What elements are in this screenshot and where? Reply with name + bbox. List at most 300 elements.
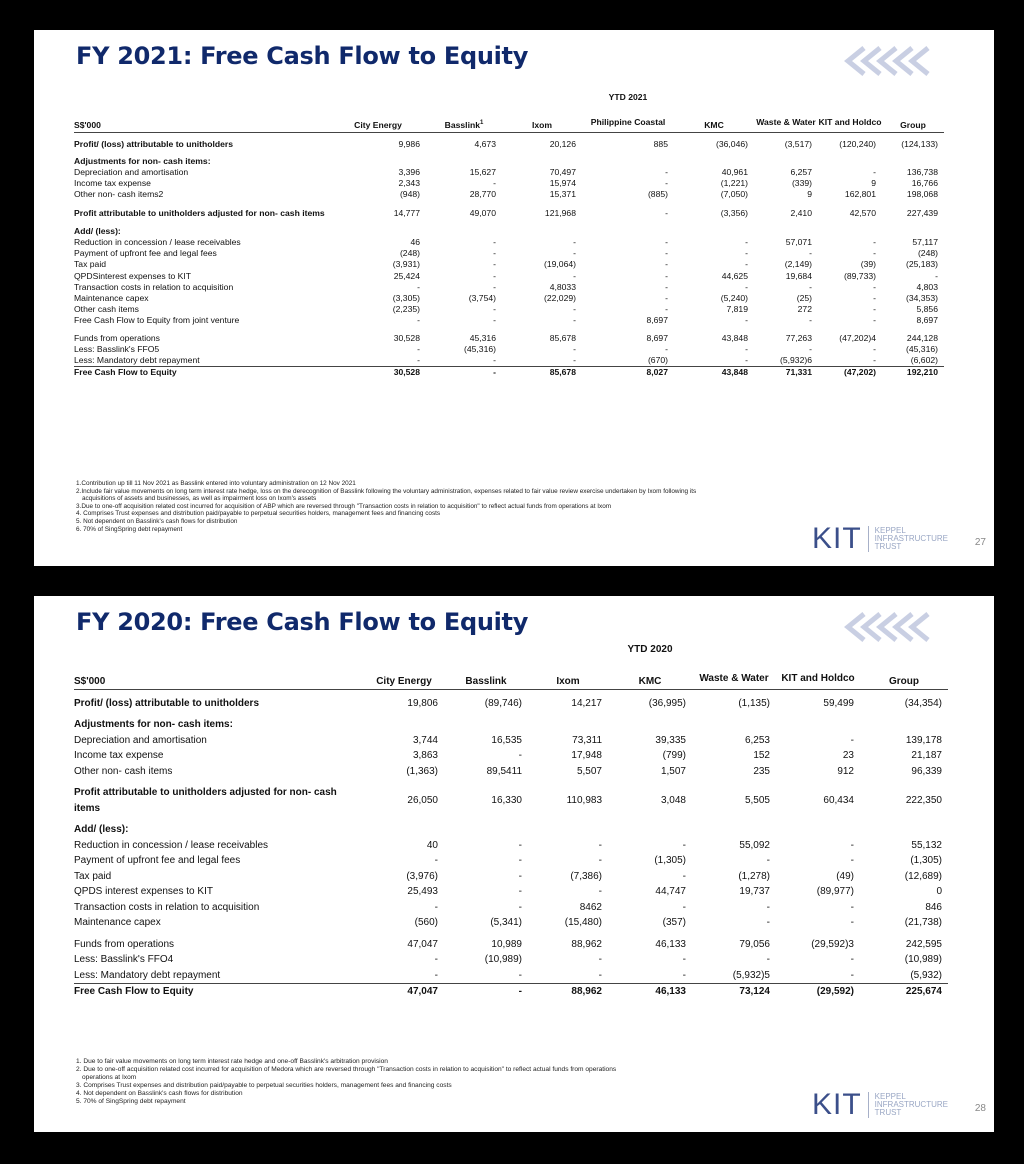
table-cell: (3,754) [468,293,496,304]
table-cell: - [665,259,668,270]
row-label: Maintenance capex [74,293,149,304]
table-cell: - [573,343,576,354]
table-cell: - [598,969,602,981]
table-cell [692,717,776,733]
table-cell: 16,330 [491,794,522,806]
row-label: Reduction in concession / lease receivables [74,237,241,248]
table-cell: (3,976) [406,870,438,882]
table-cell: 1,507 [660,765,686,777]
table-cell [882,156,944,167]
row-label: Profit attributable to unitholders adjusted for non- cash items [74,787,337,814]
period-label: YTD 2020 [627,644,673,655]
table-cell: 4,673 [474,138,496,149]
table-row [74,293,944,304]
table-cell [776,717,860,733]
table-row [74,139,944,150]
table-row [74,884,948,900]
table-cell: 47,047 [364,984,444,1000]
table-cell: 85,678 [502,367,582,379]
table-cell: (248) [399,248,420,259]
row-label: Tax paid [74,870,112,882]
table-cell: - [682,954,686,965]
table-cell: (3,931) [392,259,420,270]
col-header: City Energy [364,655,444,689]
table-cell: (19,064) [543,259,576,270]
table-cell [882,226,944,237]
col-header: Waste & Water [692,655,776,689]
chevrons-left-icon [834,44,944,78]
table-cell: 16,535 [491,734,522,746]
table-cell: 25,424 [393,270,420,281]
table-cell: - [573,304,576,315]
row-label: Add/ (less): [74,225,121,236]
table-cell: (6,602) [910,355,938,366]
table-cell: 20,126 [549,138,576,149]
row-label: Free Cash Flow to Equity [74,367,330,379]
table-cell: 235 [753,765,770,777]
table-cell: 44,625 [721,270,748,281]
table-cell: (89,746) [484,697,522,709]
table-cell: - [665,293,668,304]
table-cell: (7,050) [720,189,748,200]
row-label: Maintenance capex [74,917,161,928]
table-cell: 19,684 [785,270,812,281]
table-cell: (670) [647,355,668,366]
table-row [74,167,944,178]
table-cell: 4,803 [916,281,938,292]
table-row [74,822,948,838]
row-label: Adjustments for non- cash items: [74,719,233,730]
table-row [74,968,948,984]
table-cell: (21,738) [904,917,942,928]
row-label: Income tax expense [74,750,164,761]
slide-fy2021 [34,30,994,566]
table-row [74,226,944,237]
table-cell: (120,240) [839,138,876,149]
table-row [74,764,948,780]
col-header: Basslink [444,655,528,689]
col-header: KIT and Holdco [776,655,860,689]
table-cell: 3,744 [412,734,438,746]
table-cell: 225,674 [860,984,948,1000]
table-cell: (29,592)3 [811,938,854,950]
table-cell: 846 [925,901,942,913]
table-cell: - [665,166,668,177]
table-cell: - [850,839,854,851]
table-cell [582,226,674,237]
table-cell: 4,8033 [549,281,576,292]
table-cell: - [745,259,748,270]
table-row [74,900,948,916]
table-row [74,853,948,869]
col-header: Basslink$^1$ [426,102,502,132]
table-cell [364,822,444,838]
table-cell: (36,995) [648,697,686,709]
table-cell: 96,339 [911,765,942,777]
row-label: Profit/ (loss) attributable to unitholders [74,138,233,149]
table-cell: - [417,315,420,326]
row-label: Adjustments for non- cash items: [74,155,211,166]
fcfe-table-2021 [74,92,944,378]
table-cell: - [665,304,668,315]
table-cell: 60,434 [823,794,854,806]
table-cell [364,717,444,733]
footnote: 3.Due to one-off acquisition related cost incurred for acquisition of ABP which are reversed through "Transaction costs in relation to acquisition" to reflect actual funds from operations at Ixom [76,502,612,510]
table-cell: - [493,248,496,259]
table-cell: - [434,954,438,965]
table-cell: - [745,315,748,326]
table-cell: (3,305) [392,293,420,304]
footnote: 5. Not dependent on Basslink's cash flows for distribution [76,517,238,525]
table-row [74,984,948,1000]
table-cell: 15,974 [549,178,576,189]
row-label: QPDS interest expenses to KIT [74,886,213,897]
table-cell [330,226,426,237]
slide-title: FY 2021: Free Cash Flow to Equity [76,42,529,70]
table-row [74,333,944,344]
table-cell: 14,777 [393,207,420,218]
table-cell: - [873,355,876,366]
table-cell [426,226,502,237]
table-cell: 15,627 [469,166,496,177]
table-cell: - [598,855,602,866]
table-cell: (34,354) [904,697,942,709]
table-cell: 55,132 [911,839,942,851]
table-cell: - [417,343,420,354]
footnote: 2.Include fair value movements on long term interest rate hedge, loss on the derecognition of Basslink following the voluntary administration, expenses related to fair value review exercise undertaken by Ixom following its [76,487,697,495]
footnote: 1. Due to fair value movements on long term interest rate hedge and one-off Basslink's arbitration provision [76,1058,388,1065]
table-cell: (29,592) [776,984,860,1000]
table-cell: - [426,367,502,379]
table-cell: 19,806 [407,697,438,709]
table-cell: 23 [842,750,854,761]
table-cell: - [493,178,496,189]
row-label: Payment of upfront fee and legal fees [74,248,217,259]
table-row [74,717,948,733]
table-cell: 5,505 [744,794,770,806]
table-cell: 5,507 [576,765,602,777]
table-cell: - [850,954,854,965]
table-row [74,259,944,270]
table-cell: 15,371 [549,189,576,200]
table-cell [754,156,818,167]
table-cell [818,226,882,237]
table-cell: 10,989 [491,938,522,950]
row-label: Other non- cash items [74,765,173,777]
table-cell: - [573,355,576,366]
table-cell: (339) [791,178,812,189]
table-cell: - [573,315,576,326]
table-cell: - [665,237,668,248]
table-cell [426,156,502,167]
row-label: Depreciation and amortisation [74,734,207,746]
table-cell: (45,316) [905,343,938,354]
period-label: YTD 2021 [608,92,648,102]
table-cell: 88,962 [528,984,608,1000]
table-row [74,785,948,816]
table-cell: 7,819 [726,304,748,315]
table-cell: 152 [753,750,770,761]
table-cell: 30,528 [393,332,420,343]
chevrons-left-icon [834,610,944,644]
table-cell [528,717,608,733]
table-cell: - [745,343,748,354]
table-cell: - [682,969,686,981]
table-cell: - [417,355,420,366]
table-cell: 8,027 [582,367,674,379]
table-cell: - [598,954,602,965]
table-cell: 3,048 [660,794,686,806]
row-label: Funds from operations [74,938,175,950]
table-cell: 227,439 [906,207,938,218]
table-cell: 5,856 [916,304,938,315]
table-cell: 9,986 [398,138,420,149]
logo-mark: KIT [811,522,862,555]
table-cell [444,717,528,733]
table-cell: - [935,270,938,281]
table-cell: 198,068 [906,189,938,200]
table-cell: - [850,901,854,913]
footnotes [76,1058,616,1106]
table-cell [776,822,860,838]
table-cell: 192,210 [882,367,944,379]
page-number: 28 [974,1103,986,1114]
table-cell: - [417,281,420,292]
table-row [74,733,948,749]
col-header: KMC [608,655,692,689]
table-cell: 40 [426,839,438,851]
keppel-logo [812,524,948,554]
table-cell: 43,848 [674,367,754,379]
table-cell: 9 [871,178,876,189]
table-row [74,355,944,367]
table-cell: - [665,281,668,292]
table-row [74,178,944,189]
row-label: Transaction costs in relation to acquisition [74,281,234,292]
table-cell: - [518,839,522,851]
row-label: Less: Mandatory debt repayment [74,355,200,366]
table-cell: (89,733) [843,270,876,281]
table-cell [608,822,692,838]
table-cell: (47,202)4 [839,332,876,343]
table-cell: 40,961 [721,166,748,177]
table-cell: (12,689) [904,870,942,882]
table-cell: 57,071 [785,237,812,248]
table-cell: - [518,855,522,866]
table-cell: - [873,237,876,248]
currency-label: S$'000 [74,655,364,689]
table-cell: 6,253 [744,734,770,746]
table-cell: 26,050 [407,794,438,806]
table-cell: - [493,237,496,248]
footnote: 5. 70% of SingSpring debt repayment [76,1098,186,1105]
table-cell: 8,697 [646,315,668,326]
table-cell: 30,528 [330,367,426,379]
table-cell: - [493,270,496,281]
table-cell: (49) [836,870,854,882]
table-cell: (560) [414,917,438,928]
table-cell: (22,029) [543,293,576,304]
table-cell: - [809,315,812,326]
table-cell: - [518,901,522,913]
col-header: Group [860,655,948,689]
table-row [74,248,944,259]
col-header: Philippine Coastal [582,102,674,132]
table-cell: - [518,969,522,981]
footnote: 2. Due to one-off acquisition related cost incurred for acquisition of Medora which are reversed through "Transaction costs in relation to acquisition" to reflect actual funds from operations [76,1066,617,1073]
table-cell: 8,697 [646,332,668,343]
table-cell: 28,770 [469,189,496,200]
table-cell: (45,316) [463,343,496,354]
table-cell: 46 [410,237,420,248]
table-cell: - [682,839,686,851]
row-label: Funds from operations [74,332,160,343]
table-cell [330,156,426,167]
table-row [74,189,944,200]
table-cell: - [434,969,438,981]
row-label: Less: Basslink's FFO5 [74,343,160,354]
footnote: 4. Not dependent on Basslink's cash flows for distribution [76,1090,243,1097]
table-cell: 121,968 [544,207,576,218]
table-cell: - [745,281,748,292]
table-cell: 42,570 [849,207,876,218]
table-row [74,271,944,282]
table-cell: 136,738 [906,166,938,177]
table-cell [582,156,674,167]
col-header: City Energy [330,102,426,132]
table-cell: (7,386) [570,870,602,882]
table-row [74,282,944,293]
table-row [74,367,944,379]
table-cell: 47,047 [407,938,438,950]
table-row [74,696,948,712]
table-cell: - [873,315,876,326]
table-cell: 110,983 [566,794,602,806]
logo-text: KEPPEL INFRASTRUCTURE TRUST [874,1092,948,1117]
table-cell: 49,070 [469,207,496,218]
footnote: acquisitions of assets and businesses, as well as impairment loss on Ixom's assets [82,495,317,503]
row-label: QPDSinterest expenses to KIT [74,270,192,281]
table-cell: 45,316 [469,332,496,343]
logo-mark: KIT [811,1088,862,1121]
col-header: Waste & Water [754,102,818,132]
table-cell: - [518,870,522,882]
table-cell: 43,848 [721,332,748,343]
table-cell: (25,183) [905,259,938,270]
table-cell: - [745,237,748,248]
table-cell: 139,178 [905,734,942,746]
table-cell: - [665,248,668,259]
table-cell: (39) [860,259,876,270]
table-cell: (5,932)5 [732,969,770,981]
table-cell: - [598,886,602,897]
table-cell: - [665,343,668,354]
table-cell: 57,117 [912,237,938,248]
table-row [74,207,944,220]
row-label: Free Cash Flow to Equity from joint venture [74,315,240,326]
table-cell: (357) [662,917,686,928]
table-cell: 39,335 [655,734,686,746]
table-cell: - [809,281,812,292]
table-cell [818,156,882,167]
table-row [74,838,948,854]
table-cell: (1,221) [720,178,748,189]
table-cell: (5,341) [490,917,522,928]
table-cell: 162,801 [844,189,876,200]
table-cell: 89,5411 [486,765,522,777]
footnote: 6. 70% of SingSpring debt repayment [76,525,183,533]
table-cell: 55,092 [739,839,770,851]
table-cell [608,717,692,733]
table-cell: 16,766 [911,178,938,189]
table-cell: - [766,954,770,965]
table-cell: - [665,207,668,218]
table-cell: - [873,281,876,292]
table-cell: (1,363) [406,765,438,777]
table-cell: - [873,166,876,177]
table-cell: - [518,750,522,761]
table-cell: 71,331 [754,367,818,379]
footnote: 1.Contribution up till 11 Nov 2021 as Basslink entered into voluntary administration on 12 Nov 2021 [76,480,356,487]
table-cell: (248) [917,248,938,259]
table-cell: (1,135) [738,697,770,709]
table-cell: (885) [647,189,668,200]
footnote: 4. Comprises Trust expenses and distribution paid/payable to perpetual securities holders, management fees and financing costs [76,510,441,518]
table-cell: 912 [837,765,854,777]
keppel-logo [812,1090,948,1120]
table-cell: 272 [797,304,812,315]
table-cell: (25) [796,293,812,304]
table-cell: 242,595 [905,938,942,950]
table-cell: - [745,355,748,366]
table-cell: 8,697 [916,315,938,326]
table-cell: 88,962 [571,938,602,950]
table-cell: 3,396 [398,166,420,177]
table-cell: (5,932)6 [779,355,812,366]
table-cell: (10,989) [904,954,942,965]
table-cell [528,822,608,838]
table-cell: (3,517) [784,138,812,149]
table-cell: - [766,901,770,913]
table-cell: (124,133) [901,138,938,149]
currency-label: S$'000 [74,102,330,132]
table-row [74,915,948,931]
table-cell: 46,133 [655,938,686,950]
row-label: Less: Mandatory debt repayment [74,969,221,981]
table-cell: (15,480) [564,917,602,928]
table-cell: - [493,304,496,315]
footnotes [76,480,696,533]
table-cell [860,822,948,838]
row-label: Payment of upfront fee and legal fees [74,855,241,866]
row-label: Profit attributable to unitholders adjusted for non- cash items [74,207,325,218]
table-cell: (2,235) [392,304,420,315]
table-cell: (10,989) [484,954,522,965]
table-cell: - [682,901,686,913]
table-cell [860,717,948,733]
table-cell: (5,932) [910,969,942,981]
table-cell: - [873,343,876,354]
table-cell: 85,678 [549,332,576,343]
table-cell: 14,217 [571,697,602,709]
table-cell: 59,499 [823,697,854,709]
slide-title: FY 2020: Free Cash Flow to Equity [76,608,529,636]
table-cell: - [493,355,496,366]
table-cell: (799) [662,750,686,761]
table-cell: - [850,734,854,746]
footnote: 3. Comprises Trust expenses and distribution paid/payable to perpetual securities holders, management fees and financing costs [76,1082,452,1089]
row-label: Reduction in concession / lease receivables [74,839,268,851]
